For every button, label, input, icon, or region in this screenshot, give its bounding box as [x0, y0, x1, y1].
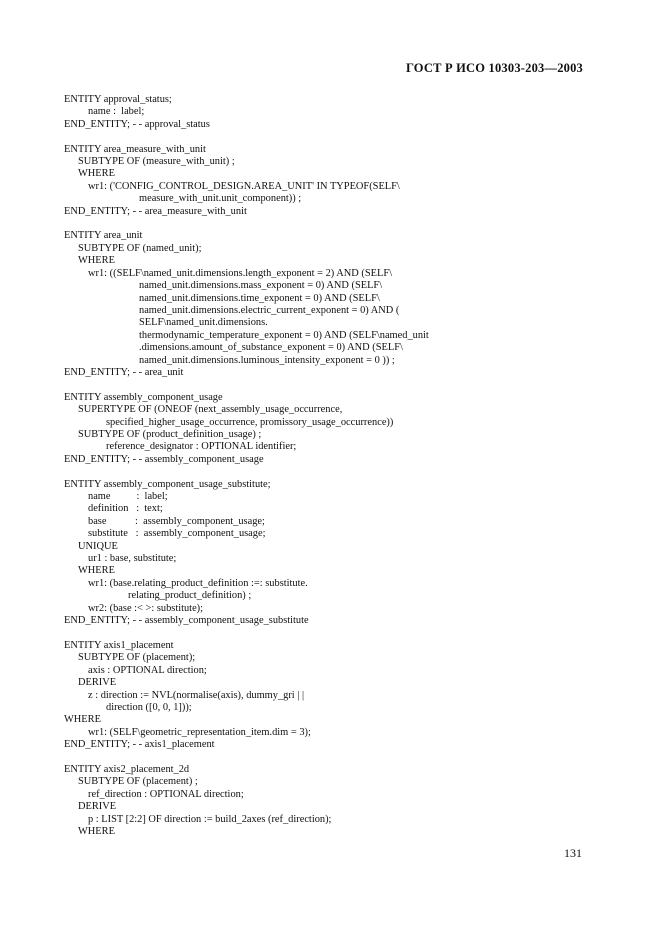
- code-line: named_unit.dimensions.luminous_intensity_exponent = 0 )) ;: [139, 354, 395, 366]
- code-line: ENTITY assembly_component_usage: [64, 391, 223, 403]
- code-line: END_ENTITY; - - approval_status: [64, 118, 210, 130]
- code-line: named_unit.dimensions.mass_exponent = 0) AND (SELF\: [139, 280, 383, 292]
- code-line: WHERE: [78, 168, 115, 180]
- code-line: base : assembly_component_usage;: [88, 515, 265, 527]
- code-line: ENTITY axis1_placement: [64, 639, 174, 651]
- express-code-listing: [64, 94, 604, 838]
- code-line: DERIVE: [78, 801, 117, 813]
- page-number: 131: [564, 846, 582, 860]
- code-line: END_ENTITY; - - area_measure_with_unit: [64, 205, 247, 217]
- code-line: WHERE: [78, 255, 115, 267]
- code-line: ur1 : base, substitute;: [88, 553, 177, 565]
- code-line: .dimensions.amount_of_substance_exponent = 0) AND (SELF\: [139, 342, 403, 354]
- code-line: WHERE: [78, 825, 115, 837]
- code-line: SELF\named_unit.dimensions.: [139, 317, 268, 329]
- code-line: axis : OPTIONAL direction;: [88, 664, 207, 676]
- code-line: wr1: ('CONFIG_CONTROL_DESIGN.AREA_UNIT' IN TYPEOF(SELF\: [88, 180, 400, 192]
- code-line: named_unit.dimensions.time_exponent = 0) AND (SELF\: [139, 292, 380, 304]
- code-line: SUBTYPE OF (measure_with_unit) ;: [78, 156, 235, 168]
- code-line: wr1: (SELF\geometric_representation_item.dim = 3);: [88, 726, 311, 738]
- code-line: END_ENTITY; - - assembly_component_usage: [64, 453, 264, 465]
- code-line: wr2: (base :< >: substitute);: [88, 602, 204, 614]
- code-line: ENTITY assembly_component_usage_substitute;: [64, 478, 271, 490]
- code-line: WHERE: [78, 565, 115, 577]
- code-line: wr1: ((SELF\named_unit.dimensions.length_exponent = 2) AND (SELF\: [88, 267, 392, 279]
- code-line: direction ([0, 0, 1]));: [106, 701, 192, 713]
- code-line: definition : text;: [88, 503, 163, 515]
- code-line: wr1: (base.relating_product_definition :=: substitute.: [88, 577, 308, 589]
- code-line: p : LIST [2:2] OF direction := build_2axes (ref_direction);: [88, 813, 332, 825]
- code-line: SUBTYPE OF (named_unit);: [78, 242, 202, 254]
- code-line: substitute : assembly_component_usage;: [88, 528, 266, 540]
- standard-header: ГОСТ Р ИСО 10303-203—2003: [405, 61, 583, 75]
- code-line: UNIQUE: [78, 540, 118, 552]
- code-line: ENTITY area_unit: [64, 230, 143, 242]
- code-line: SUPERTYPE OF (ONEOF (next_assembly_usage_occurrence,: [78, 404, 343, 416]
- code-line: END_ENTITY; - - assembly_component_usage_substitute: [64, 615, 309, 627]
- code-line: SUBTYPE OF (placement) ;: [78, 776, 198, 788]
- blank-line: [64, 627, 604, 639]
- code-line: named_unit.dimensions.electric_current_exponent = 0) AND (: [139, 304, 400, 316]
- code-line: specified_higher_usage_occurrence, promissory_usage_occurrence)): [106, 416, 394, 428]
- code-line: SUBTYPE OF (product_definition_usage) ;: [78, 428, 262, 440]
- blank-line: [64, 752, 604, 764]
- code-line: name : label;: [88, 491, 168, 502]
- code-line: ENTITY axis2_placement_2d: [64, 763, 190, 775]
- code-line: SUBTYPE OF (placement);: [78, 652, 196, 664]
- code-line: ENTITY approval_status;: [64, 94, 172, 105]
- code-line: END_ENTITY; - - axis1_placement: [64, 739, 215, 751]
- code-line: thermodynamic_temperature_exponent = 0) AND (SELF\named_unit: [139, 329, 429, 341]
- blank-line: [64, 218, 604, 230]
- code-line: WHERE: [64, 714, 101, 726]
- code-line: reference_designator : OPTIONAL identifier;: [106, 441, 297, 453]
- blank-line: [64, 379, 604, 391]
- code-line: ref_direction : OPTIONAL direction;: [88, 788, 244, 800]
- code-line: z : direction := NVL(normalise(axis), dummy_gri | |: [88, 689, 305, 701]
- code-line: relating_product_definition) ;: [128, 590, 252, 602]
- blank-line: [64, 466, 604, 478]
- code-line: END_ENTITY; - - area_unit: [64, 366, 184, 378]
- code-line: DERIVE: [78, 677, 117, 689]
- blank-line: [64, 131, 604, 143]
- code-line: ENTITY area_measure_with_unit: [64, 143, 206, 155]
- code-line: name : label;: [88, 106, 145, 118]
- code-line: measure_with_unit.unit_component)) ;: [139, 193, 302, 205]
